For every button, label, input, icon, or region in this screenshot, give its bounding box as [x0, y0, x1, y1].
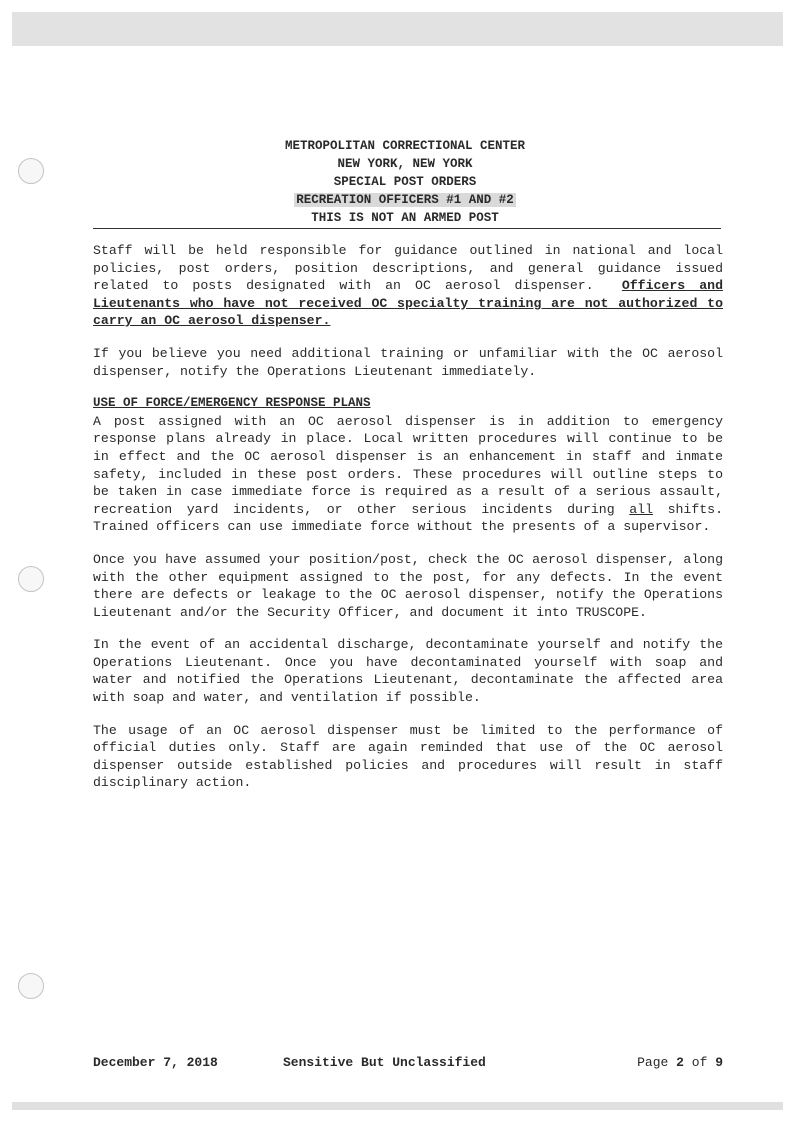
footer-classification: Sensitive But Unclassified — [283, 1055, 486, 1070]
use-of-force-text: A post assigned with an OC aerosol dispenser is in addition to emergency response plans already in place. Local written procedures will continue to be in effect and the OC aerosol dispenser is an enhancement in staff and inmate safety, included in these post orders. These procedures will outline steps to be taken in case immediate force is required as a result of a serious assault, recreation yard incidents, or other serious incidents during — [93, 413, 723, 517]
underlined-word-all: all — [629, 501, 653, 517]
header-post-title: RECREATION OFFICERS #1 AND #2 — [296, 193, 514, 207]
header-location: NEW YORK, NEW YORK — [337, 157, 473, 171]
training-warning: Officers and Lieutenants who have not received OC specialty training are not authorized to carry an OC aerosol dispenser. — [93, 278, 724, 329]
page-number — [637, 1055, 723, 1070]
paragraph-responsibility — [93, 242, 723, 330]
page-prefix: Page — [637, 1055, 669, 1070]
paragraph-usage-limits: The usage of an OC aerosol dispenser must be limited to the performance of official duties only. Staff are again reminded that use of the OC aerosol dispenser outside established policies and procedures will result in staff disciplinary action. — [93, 722, 723, 791]
scan-edge-bottom — [12, 1102, 783, 1110]
header-doc-type: SPECIAL POST ORDERS — [333, 175, 477, 189]
header-institution: METROPOLITAN CORRECTIONAL CENTER — [284, 139, 526, 153]
page-footer — [93, 1055, 723, 1077]
page-current: 2 — [676, 1055, 684, 1070]
page-of: of — [691, 1055, 708, 1070]
document-header — [160, 137, 650, 227]
header-divider — [93, 228, 721, 229]
paragraph-training: If you believe you need additional training or unfamiliar with the OC aerosol dispenser, notify the Operations Lieutenant immediately. — [93, 345, 723, 379]
section-title-use-of-force: USE OF FORCE/EMERGENCY RESPONSE PLANS — [93, 396, 371, 411]
footer-date: December 7, 2018 — [93, 1055, 218, 1070]
paragraph-accidental-discharge: In the event of an accidental discharge, decontaminate yourself and notify the Operations Lieutenant. Once you have decontaminated yourself with soap and water and notified the Operations Lieutenant, decontaminate the affected area with soap and water, and ventilation if possible. — [93, 637, 723, 706]
scan-edge-top — [12, 12, 783, 46]
document-body — [93, 242, 723, 807]
responsibility-text: Staff will be held responsible for guidance outlined in national and local policies, post orders, position descriptions, and general guidance issued related to posts designated with an OC aerosol dispenser. — [93, 243, 723, 294]
paragraph-equipment-check: Once you have assumed your position/post, check the OC aerosol dispenser, along with the other equipment assigned to the post, for any defects. In the event there are defects or leakage to the OC aerosol dispenser, notify the Operations Lieutenant and/or the Security Officer, and document it into TRUSCOPE. — [93, 551, 723, 620]
use-of-force-text-end: shifts. Trained officers can use immediate force without the presents of a supervisor. — [93, 501, 724, 535]
punch-hole-icon — [18, 973, 44, 999]
header-armed-status: THIS IS NOT AN ARMED POST — [311, 211, 499, 225]
paragraph-use-of-force — [93, 413, 723, 536]
punch-hole-icon — [18, 566, 44, 592]
punch-hole-icon — [18, 158, 44, 184]
page-total: 9 — [715, 1055, 723, 1070]
